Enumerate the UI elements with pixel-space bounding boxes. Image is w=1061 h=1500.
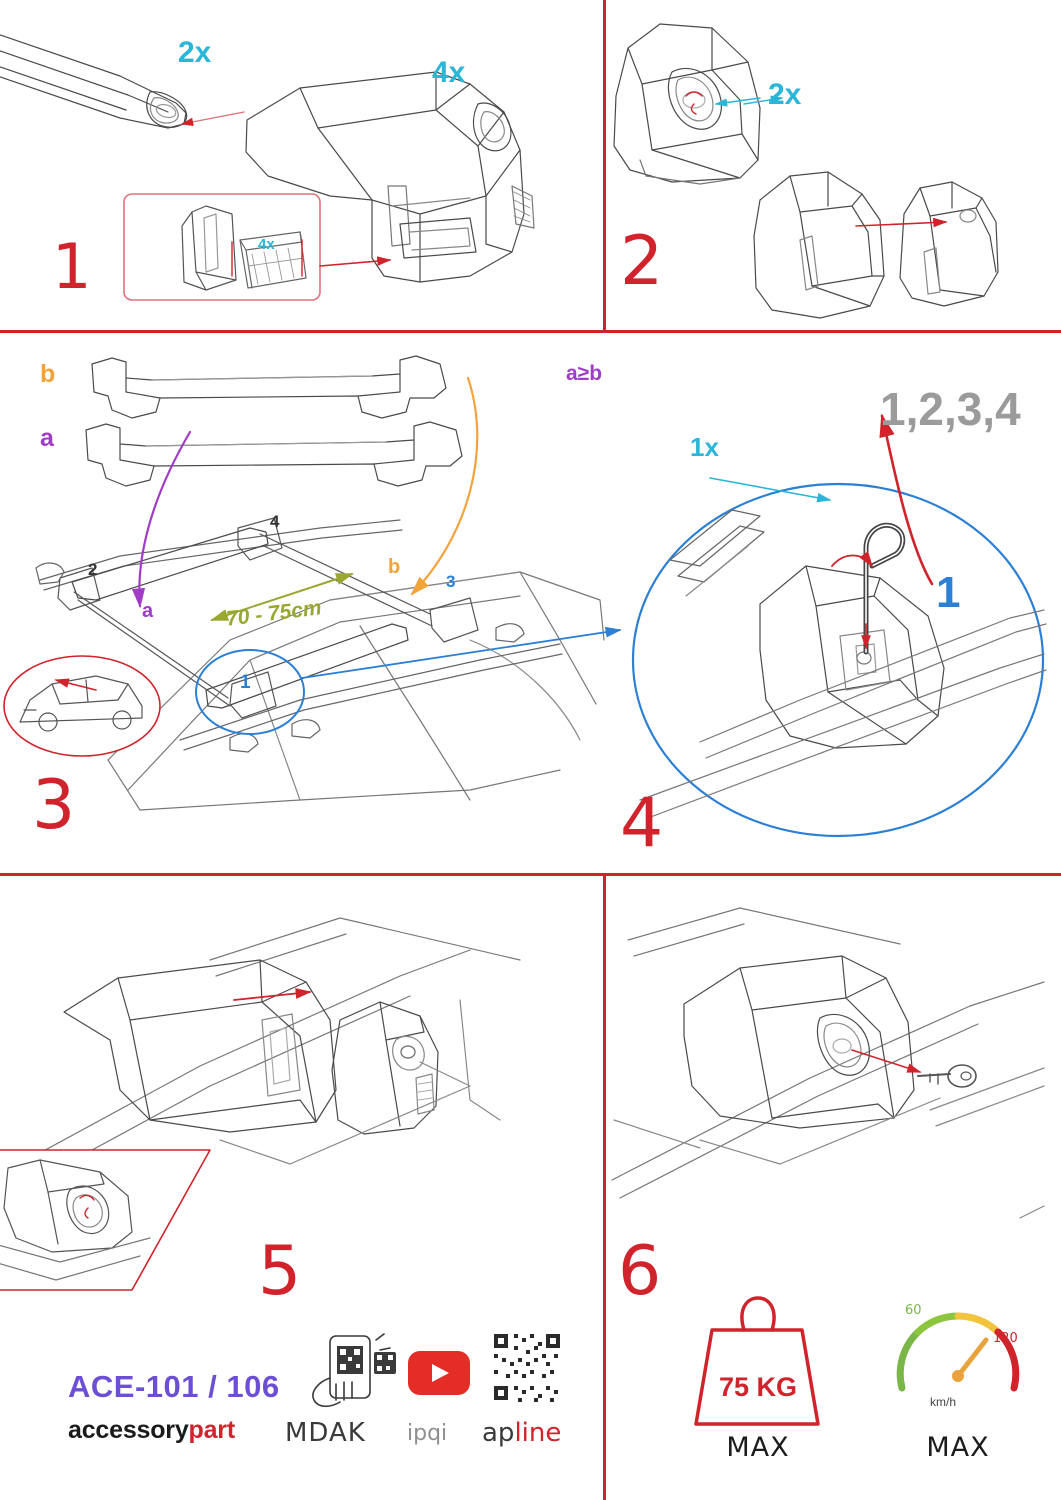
section-divider-1: [0, 330, 1061, 333]
section-divider-2: [0, 873, 1061, 876]
step-number-5: 5: [258, 1232, 303, 1311]
step-number-4: 4: [620, 784, 665, 863]
step4-bolt-marker: 1: [936, 568, 961, 617]
speedometer-icon: [900, 1316, 1016, 1388]
max-load-label: MAX: [726, 1432, 790, 1463]
step-number-3: 3: [32, 766, 77, 845]
brand-accessorypart: [68, 1416, 235, 1445]
marker-4: 4: [270, 512, 280, 531]
car-thumbnail: [4, 656, 160, 756]
label-bar-b: b: [40, 360, 56, 388]
max-load-value: 75 KG: [718, 1372, 798, 1402]
step5-inset: [0, 1150, 210, 1290]
car-roof-drawing: [108, 572, 604, 810]
hand-qr-icon: [313, 1334, 396, 1406]
step6-drawing: [612, 908, 1044, 1218]
step-number-6: 6: [618, 1232, 663, 1311]
vertical-divider-bottom: [603, 873, 606, 1288]
callout-circle-step4: [633, 484, 1043, 836]
clamp-detail-drawing: [640, 510, 1046, 818]
brand-ipqi: ipqi: [407, 1421, 448, 1446]
step1-quantity-nuts: 4x: [432, 56, 466, 89]
youtube-icon[interactable]: [408, 1351, 470, 1395]
key-drawing: [918, 1065, 976, 1087]
brand-accessorypart-part1: accessory: [68, 1416, 189, 1444]
label-arrow-a: a: [142, 600, 154, 622]
product-code: ACE-101 / 106: [68, 1369, 280, 1404]
tighten-sequence: [880, 382, 1021, 436]
tighten-sequence-text: 1,2,3,4: [880, 383, 1021, 435]
brand-apline-part1: ap: [482, 1418, 515, 1448]
arrow-a: [139, 432, 190, 606]
label-bar-spacing: 70 - 75cm: [224, 596, 323, 631]
step1-quantity-bar: 2x: [178, 36, 212, 69]
marker-2: 2: [88, 560, 98, 579]
marker-1: 1: [240, 672, 251, 693]
step4-quantity: 1x: [690, 432, 719, 462]
crossbar-b-drawing: [92, 356, 446, 418]
weight-icon: [696, 1298, 818, 1424]
speed-max: 120: [993, 1331, 1018, 1346]
qr-code-icon: [494, 1334, 560, 1402]
arrow-b: [412, 378, 477, 594]
endcap-drawing-2: [900, 182, 998, 306]
marker-3: 3: [446, 572, 456, 591]
step2-quantity: 2x: [768, 78, 802, 111]
brand-apline: [482, 1418, 561, 1448]
foot-drawing-2a: [614, 24, 760, 184]
inset-box-step1: [124, 194, 320, 300]
step1-inset-quantity: 4x: [258, 236, 275, 253]
vertical-divider-footer: [603, 1288, 606, 1500]
crossbar-drawing-1: [0, 28, 187, 128]
max-speed-label: MAX: [926, 1432, 990, 1463]
label-arrow-b: b: [388, 556, 401, 578]
speed-min: 60: [905, 1303, 922, 1318]
speed-unit: km/h: [930, 1395, 957, 1409]
callout-leader-step3: [302, 630, 620, 678]
brand-apline-part2: line: [514, 1418, 562, 1448]
step-number-2: 2: [620, 222, 665, 301]
label-a-ge-b-text: a≥b: [566, 362, 603, 385]
crossbar-a-drawing: [86, 422, 462, 486]
brand-accessorypart-part2: part: [188, 1416, 235, 1444]
label-bar-a: a: [40, 424, 54, 452]
step-number-1: 1: [52, 230, 93, 303]
foot-drawing-2b: [754, 172, 884, 318]
label-a-ge-b: [566, 362, 602, 386]
brand-mdak: MDAK: [285, 1418, 366, 1448]
vertical-divider-top: [603, 0, 606, 330]
